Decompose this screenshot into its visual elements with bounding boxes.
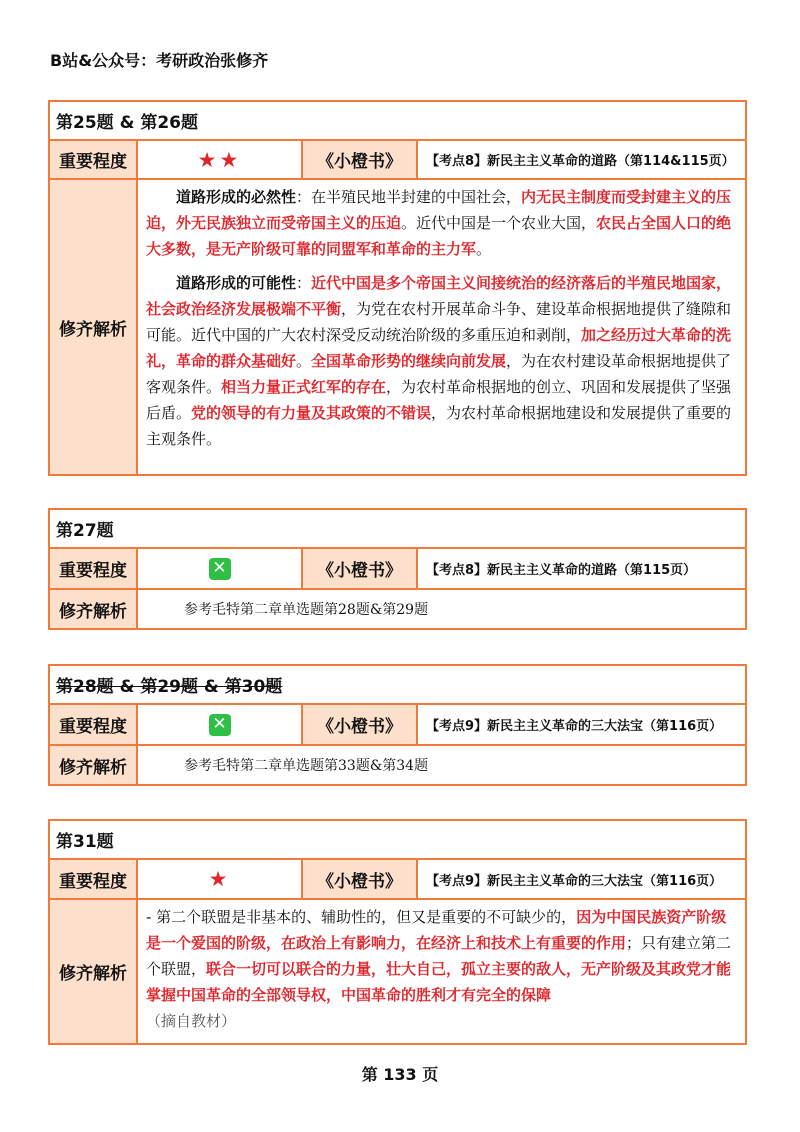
- analysis-content: [138, 900, 745, 1043]
- importance-mark: [138, 549, 303, 588]
- importance-label: 重要程度: [50, 549, 138, 588]
- paragraph-possibility: [146, 270, 737, 452]
- question-block-28-30: [48, 664, 747, 786]
- header-brand: B站&公众号：考研政治张修齐: [50, 51, 269, 70]
- source-note: （摘自教材）: [146, 1012, 237, 1030]
- term-necessity: 道路形成的必然性: [176, 188, 297, 206]
- kaodian-text: 【考点8】新民主主义革命的道路（第114&115页）: [426, 154, 735, 169]
- reference-text: 参考毛特第二章单选题第33题&第34题: [184, 758, 429, 774]
- book-label: 《小橙书》: [303, 549, 418, 588]
- cross-mark-icon: ✕: [209, 714, 231, 736]
- analysis-label: 修齐解析: [50, 590, 138, 628]
- book-label: 《小橙书》: [303, 705, 418, 744]
- importance-row: [50, 141, 745, 180]
- paragraph-necessity: [146, 184, 737, 262]
- block-title: [50, 821, 745, 860]
- question-block-25-26: [48, 100, 747, 476]
- block-title-text: 第25题 & 第26题: [56, 113, 198, 133]
- text: ：在半殖民地半封建的中国社会，: [296, 188, 522, 206]
- emphasis: 近代中国是多个帝国主义间接统治的经济落后的半殖民地国家，社会政治经济发展极端不平衡: [146, 274, 732, 318]
- emphasis: 因为中国民族资产阶级是一个爱国的阶级，在政治上有影响力，在经济上和技术上有重要的作用: [146, 908, 727, 952]
- block-title: [50, 510, 745, 549]
- emphasis: 加之经历过大革命的洗礼，革命的群众基础好: [146, 326, 732, 370]
- book-label: 《小橙书》: [303, 141, 418, 178]
- emphasis: 联合一切可以联合的力量，壮大自己，孤立主要的敌人，无产阶级及其政党才能掌握中国革命的全部领导权，中国革命的胜利才有完全的保障: [146, 960, 732, 1004]
- text: ，为党在农村开展革命斗争、建设革命根据地提供了缝隙和可能。近代中国的广大农村深受反动统治阶级的多重压迫和剥削，: [146, 300, 732, 344]
- analysis-label: 修齐解析: [50, 900, 138, 1043]
- importance-stars: [138, 860, 303, 898]
- text: ：: [296, 274, 312, 292]
- block-title-text: 第27题: [56, 521, 114, 541]
- analysis-row: [50, 180, 745, 474]
- block-title: [50, 102, 745, 141]
- text: 。近代中国是一个农业大国，: [401, 214, 597, 232]
- importance-label: 重要程度: [50, 860, 138, 898]
- reference-text: 参考毛特第二章单选题第28题&第29题: [184, 602, 429, 618]
- emphasis: 内无民主制度而受封建主义的压迫，外无民族独立而受帝国主义的压迫: [146, 188, 732, 232]
- emphasis: 相当力量正式红军的存在: [221, 378, 387, 396]
- question-block-27: [48, 508, 747, 630]
- book-label: 《小橙书》: [303, 860, 418, 898]
- importance-stars: [138, 141, 303, 178]
- analysis-row: [50, 590, 745, 628]
- kaodian-text: 【考点9】新民主主义革命的三大法宝（第116页）: [426, 719, 723, 734]
- text: 。: [296, 352, 312, 370]
- text: - 第二个联盟是非基本的、辅助性的，但又是重要的不可缺少的，: [146, 908, 577, 926]
- analysis-content: [138, 180, 745, 474]
- star-icon: ★: [208, 867, 231, 891]
- analysis-row: [50, 746, 745, 784]
- kaodian-text: 【考点8】新民主主义革命的道路（第115页）: [426, 563, 697, 578]
- importance-row: [50, 860, 745, 900]
- emphasis: 全国革命形势的继续向前发展: [311, 352, 507, 370]
- text: ；只有建立第二个联盟，: [146, 934, 732, 978]
- importance-label: 重要程度: [50, 141, 138, 178]
- analysis-label: 修齐解析: [50, 746, 138, 784]
- kaodian-text: 【考点9】新民主主义革命的三大法宝（第116页）: [426, 873, 723, 889]
- text: ，为在农村建设革命根据地提供了客观条件。: [146, 352, 732, 396]
- emphasis: 农民占全国人口的绝大多数，是无产阶级可靠的同盟军和革命的主力军: [146, 214, 732, 258]
- block-title-text: 第28题 & 第29题 & 第30题: [56, 677, 283, 697]
- analysis-row: [50, 900, 745, 1043]
- text: ，为农村革命根据地的创立、巩固和发展提供了坚强后盾。: [146, 378, 732, 422]
- importance-row: [50, 705, 745, 746]
- cross-mark-icon: ✕: [209, 558, 231, 580]
- text: ，为农村革命根据地建设和发展提供了重要的主观条件。: [146, 404, 732, 448]
- page-number: 第 133 页: [361, 1065, 439, 1084]
- emphasis: 党的领导的有力量及其政策的不错误: [191, 404, 432, 422]
- term-possibility: 道路形成的可能性: [176, 274, 297, 292]
- star-icon: ★★: [197, 147, 242, 172]
- block-title-text: 第31题: [56, 832, 114, 852]
- analysis-label: 修齐解析: [50, 180, 138, 474]
- text: 。: [476, 240, 492, 258]
- importance-label: 重要程度: [50, 705, 138, 744]
- block-title: [50, 666, 745, 705]
- paragraph-alliance: [146, 904, 737, 1034]
- question-block-31: [48, 819, 747, 1045]
- importance-mark: [138, 705, 303, 744]
- importance-row: [50, 549, 745, 590]
